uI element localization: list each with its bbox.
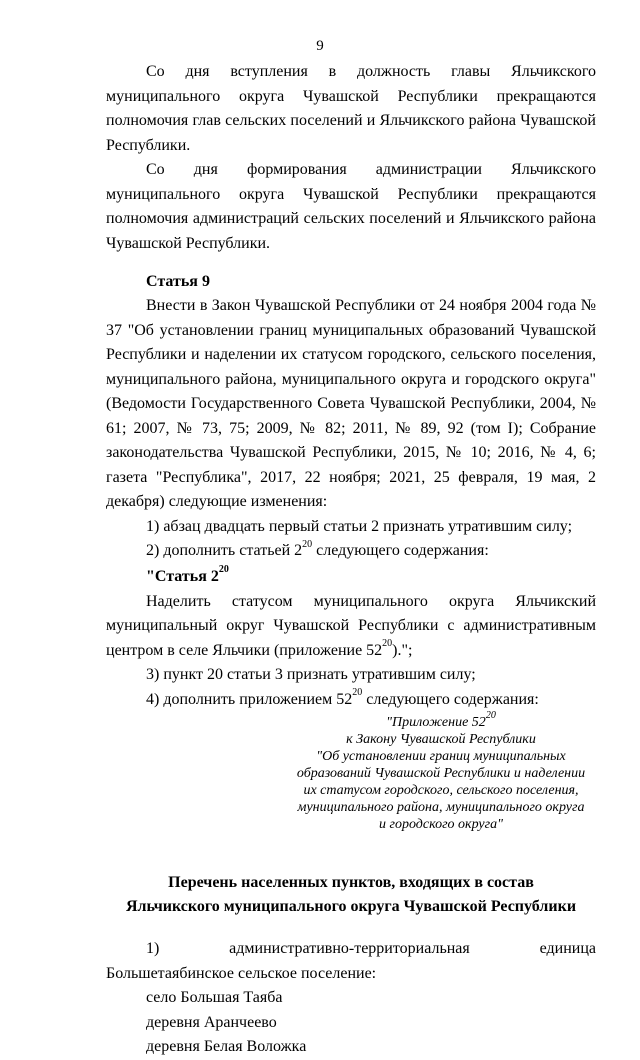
article-9-heading: Статья 9 xyxy=(146,273,210,290)
settlement-item: деревня Белая Воложка xyxy=(146,1038,307,1055)
article-9-item-2: 2) дополнить статьей $2^{20}$ следующего содержания: xyxy=(146,538,489,559)
appendix-line-5: их статусом городского, сельского поселения, xyxy=(303,783,579,798)
appendix-line-3: "Об установлении границ муниципальных xyxy=(316,749,566,764)
list-title-line-1: Перечень населенных пунктов, входящих в состав xyxy=(168,874,534,891)
appendix-line-7: и городского округа" xyxy=(379,817,503,832)
list-title xyxy=(106,871,596,919)
document-body xyxy=(106,60,596,1060)
appendix-line-4: образований Чувашской Республики и наделении xyxy=(296,766,586,781)
appendix-line-2: к Закону Чувашской Республики xyxy=(346,732,536,747)
article-2-20-body: Наделить статусом муниципального округа Яльчикский муниципальный округ Чувашской Республики с административным центром в селе Яльчики (приложение $52^{20}$)."; xyxy=(106,592,596,659)
article-9-item-4: 4) дополнить приложением $52^{20}$ следующего содержания: xyxy=(146,687,539,708)
article-9-body: Внести в Закон Чувашской Республики от 24 ноября 2004 года № 37 "Об установлении границ муниципальных образований Чувашской Республики и наделении их статусом городского, сельского поселения, муниципального района, муниципального округа и городского округа" (Ведомости Государственного Совета Чувашской Республики, 2004, № 61; 2007, № 73, 75; 2009, № 82; 2011, № 89, 92 (том I); Собрание законодательства Чувашской Республики, 2015, № 10; 2016, № 4, 6; газета "Республика", 2017, 22 ноября; 2021, 25 февраля, 19 мая, 2 декабря) следующие изменения: xyxy=(106,297,596,510)
article-9-item-1: 1) абзац двадцать первый статьи 2 признать утратившим силу; xyxy=(146,517,573,535)
article-9-item-3: 3) пункт 20 статьи 3 признать утратившим силу; xyxy=(146,666,476,683)
article-2-20-heading: "Статья $2^{20}$ xyxy=(146,564,229,585)
list-title-line-2: Яльчикского муниципального округа Чувашской Республики xyxy=(125,898,577,915)
settlement-item: село Большая Таяба xyxy=(146,989,283,1006)
appendix-line-6: муниципального района, муниципального округа xyxy=(297,800,585,815)
appendix-line-1: "Приложение $52^{20}$ xyxy=(386,710,496,730)
page-number: 9 xyxy=(316,38,324,54)
intro-paragraph-2: Со дня формирования администрации Яльчикского муниципального округа Чувашской Республики прекращаются полномочия администраций сельских поселений и Яльчикского района Чувашской Республики. xyxy=(106,161,596,252)
list-intro: 1) административно-территориальная единица Большетаябинское сельское поселение: xyxy=(106,940,596,982)
settlement-item: деревня Аранчеево xyxy=(146,1013,277,1031)
appendix-header xyxy=(296,710,586,833)
intro-paragraph-1: Со дня вступления в должность главы Яльчикского муниципального округа Чувашской Республики прекращаются полномочия глав сельских поселений и Яльчикского района Чувашской Республики. xyxy=(106,63,596,154)
